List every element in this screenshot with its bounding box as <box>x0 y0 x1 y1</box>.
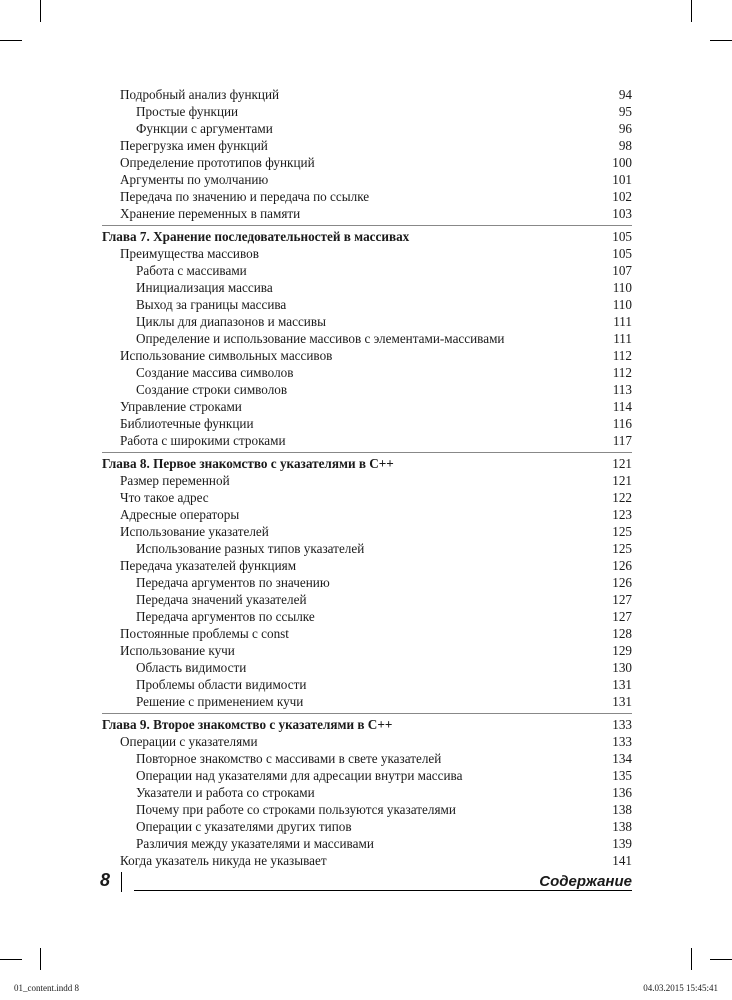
toc-entry-page: 131 <box>612 677 632 692</box>
toc-entry-page: 105 <box>612 246 632 261</box>
toc-entry[interactable] <box>102 608 632 625</box>
toc-entry-title: Создание строки символов <box>136 382 288 397</box>
toc-entry-page: 101 <box>612 172 632 187</box>
toc-entry-page: 139 <box>612 836 632 851</box>
toc-entry-page: 127 <box>612 609 632 624</box>
toc-entry-title: Работа с широкими строками <box>120 433 286 448</box>
toc-entry[interactable] <box>102 659 632 676</box>
toc-entry-page: 138 <box>612 802 632 817</box>
slug-filename: 01_content.indd 8 <box>14 983 79 993</box>
toc-entry[interactable] <box>102 296 632 313</box>
toc-entry-title: Глава 7. Хранение последовательностей в массивах <box>102 229 410 244</box>
toc-entry[interactable] <box>102 415 632 432</box>
toc-entry-page: 122 <box>612 490 632 505</box>
toc-entry[interactable] <box>102 801 632 818</box>
page-footer <box>0 870 732 900</box>
toc-entry-page: 133 <box>612 717 632 732</box>
page-number: 8 <box>100 870 111 890</box>
crop-mark-bottom-right-v <box>691 948 692 970</box>
toc-entry[interactable] <box>102 279 632 296</box>
toc-entry[interactable] <box>102 767 632 784</box>
toc-entry-title: Операции с указателями <box>120 734 258 749</box>
toc-entry[interactable] <box>102 398 632 415</box>
toc-entry[interactable] <box>102 818 632 835</box>
toc-entry[interactable] <box>102 205 632 222</box>
toc-entry-page: 117 <box>612 433 632 448</box>
toc-entry-title: Передача аргументов по значению <box>136 575 330 590</box>
toc-entry[interactable] <box>102 381 632 398</box>
toc-entry-title: Определение и использование массивов с элементами-массивами <box>136 331 505 346</box>
toc-entry-title: Операции с указателями других типов <box>136 819 352 834</box>
toc-entry-page: 134 <box>612 751 632 766</box>
toc-entry-title: Управление строками <box>120 399 242 414</box>
toc-entry[interactable] <box>102 750 632 767</box>
toc-entry[interactable] <box>102 642 632 659</box>
toc-chapter[interactable] <box>102 228 632 245</box>
toc-entry-title: Циклы для диапазонов и массивы <box>136 314 326 329</box>
chapter-divider <box>102 452 632 453</box>
toc-entry-page: 121 <box>612 473 632 488</box>
toc-entry-title: Подробный анализ функций <box>120 87 280 102</box>
toc-entry[interactable] <box>102 120 632 137</box>
toc-entry-page: 112 <box>612 348 632 363</box>
crop-mark-top-left-h <box>0 40 22 41</box>
footer-horizontal-rule <box>134 890 632 891</box>
toc-entry[interactable] <box>102 852 632 869</box>
toc-entry-title: Операции над указателями для адресации внутри массива <box>136 768 463 783</box>
toc-entry-page: 110 <box>612 297 632 312</box>
toc-entry-title: Преимущества массивов <box>120 246 259 261</box>
toc-entry-page: 112 <box>612 365 632 380</box>
toc-entry[interactable] <box>102 784 632 801</box>
toc-entry-title: Библиотечные функции <box>120 416 254 431</box>
toc-entry-title: Адресные операторы <box>120 507 240 522</box>
toc-entry[interactable] <box>102 364 632 381</box>
toc-entry[interactable] <box>102 432 632 449</box>
toc-entry-title: Повторное знакомство с массивами в свете указателей <box>136 751 442 766</box>
toc-entry-title: Проблемы области видимости <box>136 677 307 692</box>
toc-entry-title: Размер переменной <box>120 473 230 488</box>
toc-entry[interactable] <box>102 540 632 557</box>
toc-entry[interactable] <box>102 137 632 154</box>
toc-entry-page: 102 <box>612 189 632 204</box>
toc-entry[interactable] <box>102 472 632 489</box>
toc-entry-title: Передача аргументов по ссылке <box>136 609 315 624</box>
toc-entry[interactable] <box>102 591 632 608</box>
toc-entry-page: 126 <box>612 575 632 590</box>
toc-entry-title: Глава 8. Первое знакомство с указателями в С++ <box>102 456 394 471</box>
toc-entry-title: Работа с массивами <box>136 263 247 278</box>
toc-chapter[interactable] <box>102 455 632 472</box>
toc-entry-page: 130 <box>612 660 632 675</box>
toc-entry-page: 125 <box>612 524 632 539</box>
toc-entry-page: 126 <box>612 558 632 573</box>
toc-entry-page: 116 <box>612 416 632 431</box>
toc-entry[interactable] <box>102 733 632 750</box>
crop-mark-top-right-v <box>691 0 692 22</box>
slug-timestamp: 04.03.2015 15:45:41 <box>643 983 718 993</box>
toc-entry-page: 111 <box>613 331 632 346</box>
toc-entry[interactable] <box>102 347 632 364</box>
crop-mark-top-right-h <box>710 40 732 41</box>
toc-entry[interactable] <box>102 625 632 642</box>
toc-entry[interactable] <box>102 693 632 710</box>
toc-entry-page: 114 <box>612 399 632 414</box>
toc-entry-page: 138 <box>612 819 632 834</box>
toc-entry-title: Когда указатель никуда не указывает <box>120 853 327 868</box>
toc-entry-title: Решение с применением кучи <box>136 694 304 709</box>
toc-entry-title: Простые функции <box>136 104 239 119</box>
toc-entry-title: Использование символьных массивов <box>120 348 333 363</box>
toc-entry-page: 123 <box>612 507 632 522</box>
toc-entry[interactable] <box>102 489 632 506</box>
toc-entry-title: Что такое адрес <box>120 490 209 505</box>
crop-mark-bottom-left-v <box>40 948 41 970</box>
toc-entry-page: 135 <box>612 768 632 783</box>
toc-entry-page: 131 <box>612 694 632 709</box>
toc-entry[interactable] <box>102 330 632 347</box>
toc-entry[interactable] <box>102 506 632 523</box>
toc-entry-page: 107 <box>612 263 632 278</box>
toc-entry[interactable] <box>102 523 632 540</box>
toc-entry[interactable] <box>102 188 632 205</box>
toc-entry-page: 95 <box>618 104 632 119</box>
toc-entry-title: Передача по значению и передача по ссылке <box>120 189 370 204</box>
toc-entry-title: Передача значений указателей <box>136 592 307 607</box>
chapter-divider <box>102 713 632 714</box>
toc-entry-page: 128 <box>612 626 632 641</box>
toc-entry-title: Функции с аргументами <box>136 121 273 136</box>
toc-entry[interactable] <box>102 557 632 574</box>
toc-entry-page: 110 <box>612 280 632 295</box>
toc-entry-page: 121 <box>612 456 632 471</box>
toc-entry-page: 111 <box>613 314 632 329</box>
toc-entry-page: 96 <box>618 121 632 136</box>
toc-entry-title: Создание массива символов <box>136 365 294 380</box>
toc-entry-page: 113 <box>612 382 632 397</box>
toc-entry[interactable] <box>102 262 632 279</box>
toc-entry-page: 103 <box>612 206 632 221</box>
toc-chapter[interactable] <box>102 716 632 733</box>
toc-entry-title: Выход за границы массива <box>136 297 287 312</box>
toc-entry-title: Хранение переменных в памяти <box>120 206 301 221</box>
crop-mark-top-left-v <box>40 0 41 22</box>
toc-entry[interactable] <box>102 103 632 120</box>
footer-vertical-rule <box>121 872 122 892</box>
toc-entry-title: Определение прототипов функций <box>120 155 315 170</box>
toc-entry-title: Почему при работе со строками пользуются указателями <box>136 802 456 817</box>
toc-entry-title: Различия между указателями и массивами <box>136 836 374 851</box>
toc-entry-page: 94 <box>618 87 632 102</box>
toc-entry-title: Перегрузка имен функций <box>120 138 268 153</box>
toc-entry-title: Область видимости <box>136 660 247 675</box>
toc-entry-page: 133 <box>612 734 632 749</box>
toc-entry-page: 136 <box>612 785 632 800</box>
toc-entry[interactable] <box>102 171 632 188</box>
toc-entry[interactable] <box>102 154 632 171</box>
running-title: Содержание <box>539 873 632 890</box>
toc-entry-title: Глава 9. Второе знакомство с указателями в С++ <box>102 717 393 732</box>
toc-entry[interactable] <box>102 676 632 693</box>
toc-entry-page: 125 <box>612 541 632 556</box>
toc-entry[interactable] <box>102 574 632 591</box>
table-of-contents <box>102 86 632 869</box>
toc-entry[interactable] <box>102 835 632 852</box>
toc-entry-title: Использование разных типов указателей <box>136 541 365 556</box>
toc-entry-page: 100 <box>612 155 632 170</box>
toc-entry-page: 129 <box>612 643 632 658</box>
toc-entry-title: Аргументы по умолчанию <box>120 172 269 187</box>
chapter-divider <box>102 225 632 226</box>
toc-entry-title: Передача указателей функциям <box>120 558 297 573</box>
toc-entry-title: Использование указателей <box>120 524 269 539</box>
toc-entry-page: 98 <box>618 138 632 153</box>
toc-entry-title: Указатели и работа со строками <box>136 785 315 800</box>
crop-mark-bottom-left-h <box>0 959 22 960</box>
toc-entry-title: Инициализация массива <box>136 280 273 295</box>
toc-entry[interactable] <box>102 245 632 262</box>
toc-entry-page: 141 <box>612 853 632 868</box>
toc-entry[interactable] <box>102 313 632 330</box>
toc-entry-title: Использование кучи <box>120 643 235 658</box>
toc-entry-page: 127 <box>612 592 632 607</box>
toc-entry[interactable] <box>102 86 632 103</box>
toc-entry-title: Постоянные проблемы с const <box>120 626 289 641</box>
toc-entry-page: 105 <box>612 229 632 244</box>
crop-mark-bottom-right-h <box>710 959 732 960</box>
